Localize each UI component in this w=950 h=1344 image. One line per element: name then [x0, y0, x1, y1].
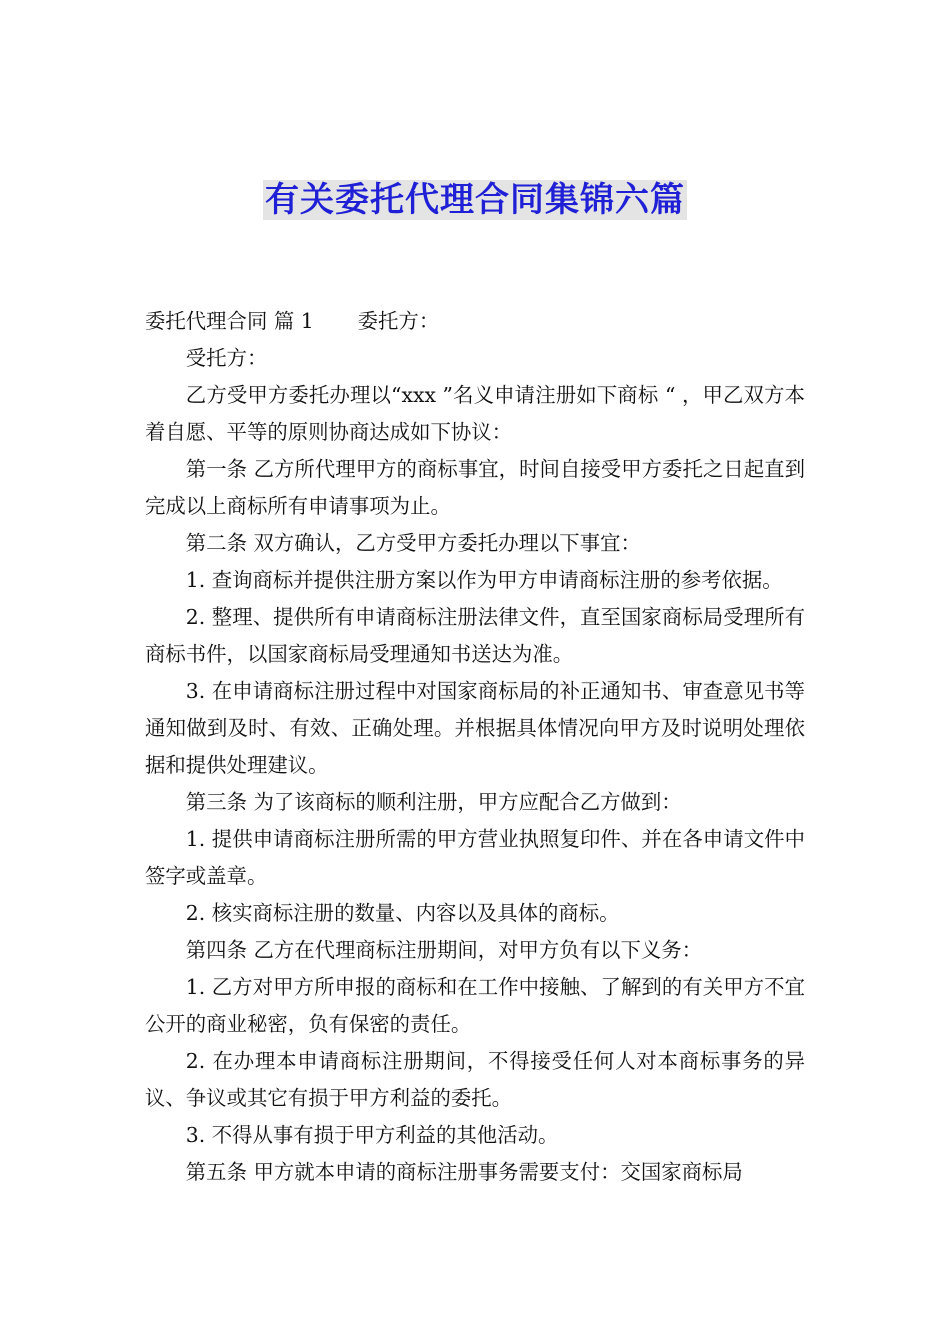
paragraph: 1. 乙方对甲方所申报的商标和在工作中接触、了解到的有关甲方不宜公开的商业秘密，负有保密的责任。	[145, 975, 805, 1036]
paragraph: 委托代理合同 篇 1 委托方：	[145, 309, 440, 333]
paragraph: 第一条 乙方所代理甲方的商标事宜，时间自接受甲方委托之日起直到完成以上商标所有申请事项为止。	[145, 457, 805, 518]
paragraph: 乙方受甲方委托办理以“xxx ”名义申请注册如下商标 “ ，甲乙双方本着自愿、平等的原则协商达成如下协议：	[145, 383, 805, 444]
paragraph: 第五条 甲方就本申请的商标注册事务需要支付：交国家商标局	[185, 1160, 743, 1184]
paragraph: 2. 整理、提供所有申请商标注册法律文件，直至国家商标局受理所有商标书件，以国家商标局受理通知书送达为准。	[145, 605, 805, 666]
section-heading: 委托代理合同 篇 1	[145, 309, 314, 333]
paragraph: 2. 核实商标注册的数量、内容以及具体的商标。	[185, 901, 620, 925]
document-title: 有关委托代理合同集锦六篇	[265, 180, 685, 220]
paragraph: 1. 提供申请商标注册所需的甲方营业执照复印件、并在各申请文件中签字或盖章。	[145, 827, 805, 888]
paragraph: 受托方：	[185, 346, 268, 370]
paragraph: 第二条 双方确认，乙方受甲方委托办理以下事宜：	[185, 531, 641, 555]
paragraph: 2. 在办理本申请商标注册期间，不得接受任何人对本商标事务的异议、争议或其它有损于甲方利益的委托。	[145, 1049, 805, 1110]
paragraph: 第三条 为了该商标的顺利注册，甲方应配合乙方做到：	[185, 790, 682, 814]
paragraph: 3. 在申请商标注册过程中对国家商标局的补正通知书、审查意见书等通知做到及时、有效、正确处理。并根据具体情况向甲方及时说明处理依据和提供处理建议。	[145, 679, 805, 777]
paragraph: 第四条 乙方在代理商标注册期间，对甲方负有以下义务：	[185, 938, 703, 962]
paragraph: 1. 查询商标并提供注册方案以作为甲方申请商标注册的参考依据。	[185, 568, 783, 592]
paragraph: 3. 不得从事有损于甲方利益的其他活动。	[185, 1123, 559, 1147]
document-body	[145, 303, 805, 1191]
